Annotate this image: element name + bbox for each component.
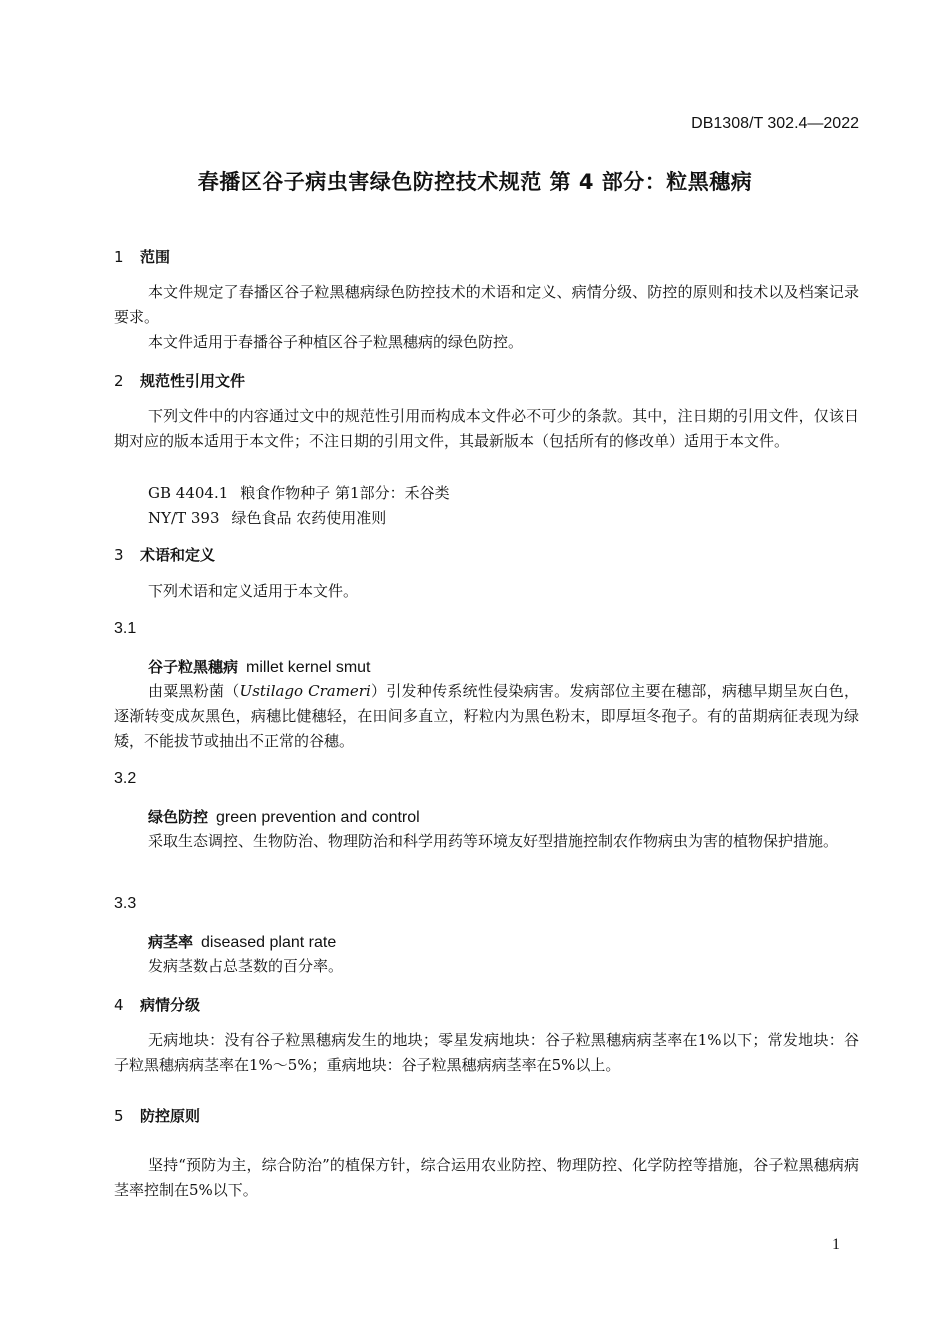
term-entry <box>148 931 336 952</box>
term-en: green prevention and control <box>216 809 420 826</box>
reference-item <box>148 507 386 528</box>
term-entry <box>148 656 371 677</box>
section-number: 5 <box>114 1107 124 1125</box>
clause-number: 3.3 <box>114 895 137 912</box>
term-en: diseased plant rate <box>201 934 337 951</box>
paragraph: 无病地块：没有谷子粒黑穗病发生的地块；零星发病地块：谷子粒黑穗病病茎率在1%以下；常发地块：谷子粒黑穗病病茎率在1%～5%；重病地块：谷子粒黑穗病病茎率在5%以上。 <box>114 1031 859 1074</box>
term-definition <box>114 679 859 754</box>
term-definition: 发病茎数占总茎数的百分率。 <box>148 957 344 975</box>
section-heading-4 <box>114 994 200 1015</box>
section-heading-3 <box>114 544 215 565</box>
section-title: 规范性引用文件 <box>140 372 246 390</box>
reference-item <box>148 482 450 503</box>
paragraph: 下列术语和定义适用于本文件。 <box>148 582 359 600</box>
document-title: 春播区谷子病虫害绿色防控技术规范 第 4 部分：粒黑穗病 <box>197 170 753 194</box>
section-number: 1 <box>114 248 124 266</box>
section-title: 术语和定义 <box>140 546 216 564</box>
reference-id: NY/T 393 <box>148 509 220 527</box>
paragraph: 本文件适用于春播谷子种植区谷子粒黑穗病的绿色防控。 <box>148 333 524 351</box>
reference-id: GB 4404.1 <box>148 484 229 502</box>
term-zh: 谷子粒黑穗病 <box>148 658 239 676</box>
section-title: 防控原则 <box>140 1107 201 1125</box>
clause-number: 3.1 <box>114 620 137 637</box>
reference-title: 粮食作物种子 第1部分：禾谷类 <box>240 484 450 502</box>
page-number: 1 <box>832 1236 840 1253</box>
term-zh: 绿色防控 <box>148 808 209 826</box>
term-en: millet kernel smut <box>246 659 371 676</box>
section-number: 4 <box>114 996 124 1014</box>
term-definition: 采取生态调控、生物防治、物理防治和科学用药等环境友好型措施控制农作物病虫为害的植物保护措施。 <box>148 832 839 850</box>
term-entry <box>148 806 420 827</box>
definition-text: 由粟黑粉菌（ <box>148 682 240 700</box>
section-heading-2 <box>114 370 245 391</box>
definition-text: ）引发种传系统性侵染病害。发病部位主要在穗部，病穗早期呈灰白色，逐渐转变成灰黑色，病穗比健穗轻，在田间多直立，籽粒内为黑色粉末，即厚垣冬孢子。有的苗期病征表现为绿矮，不能拔节或抽出不正常的谷穗。 <box>114 682 859 750</box>
term-zh: 病茎率 <box>148 933 194 951</box>
clause-number: 3.2 <box>114 770 137 787</box>
paragraph: 下列文件中的内容通过文中的规范性引用而构成本文件必不可少的条款。其中，注日期的引用文件，仅该日期对应的版本适用于本文件；不注日期的引用文件，其最新版本（包括所有的修改单）适用于本文件。 <box>114 407 859 450</box>
paragraph: 本文件规定了春播区谷子粒黑穗病绿色防控技术的术语和定义、病情分级、防控的原则和技术以及档案记录要求。 <box>114 283 859 326</box>
document-code: DB1308/T 302.4—2022 <box>691 115 859 132</box>
section-heading-1 <box>114 246 170 267</box>
section-title: 范围 <box>140 248 171 266</box>
paragraph: 坚持“预防为主，综合防治”的植保方针，综合运用农业防控、物理防控、化学防控等措施，谷子粒黑穗病病茎率控制在5%以下。 <box>114 1156 859 1199</box>
section-heading-5 <box>114 1105 200 1126</box>
section-number: 2 <box>114 372 124 390</box>
latin-name: Ustilago Crameri <box>239 682 371 700</box>
section-title: 病情分级 <box>140 996 201 1014</box>
section-number: 3 <box>114 546 124 564</box>
reference-title: 绿色食品 农药使用准则 <box>231 509 387 527</box>
